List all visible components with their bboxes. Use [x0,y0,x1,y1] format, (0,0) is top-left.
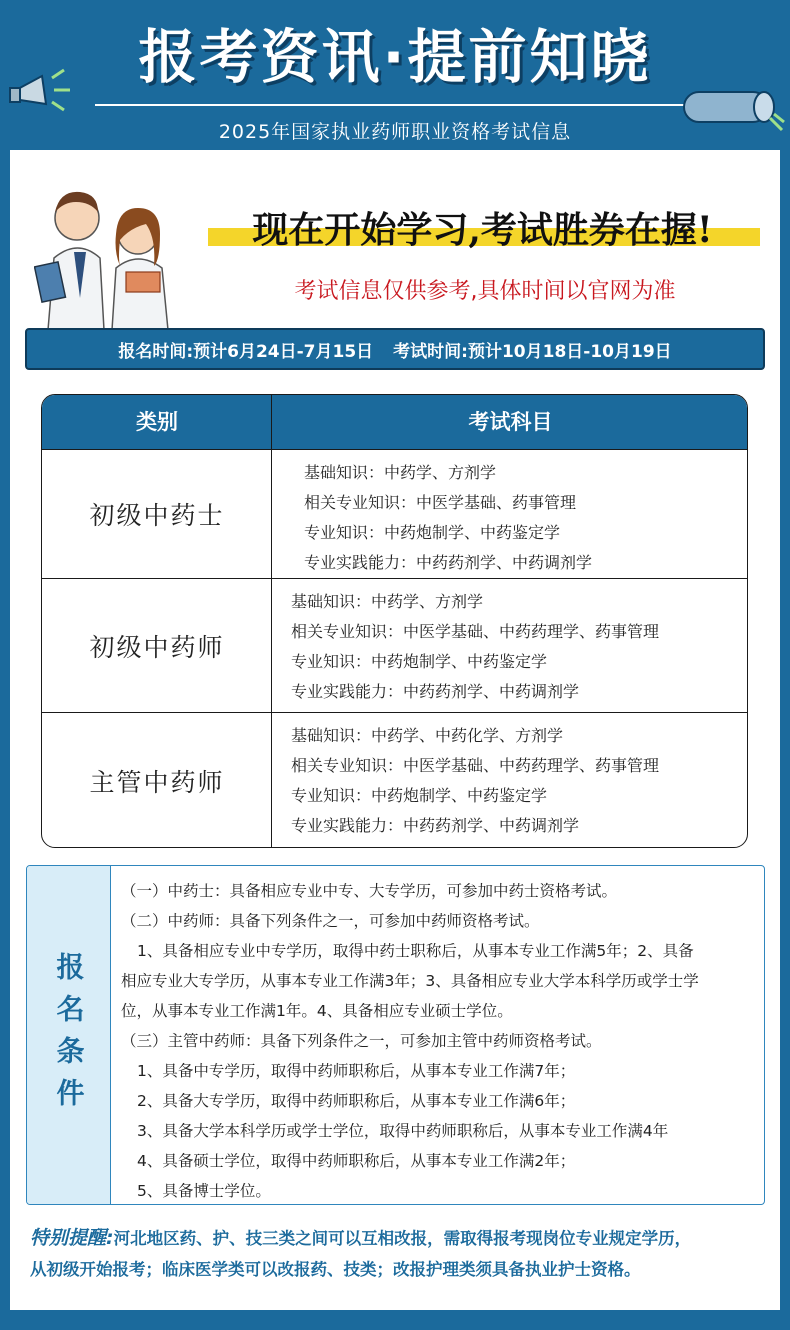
table-row [42,578,748,712]
subject-item: 基础知识：中药学、方剂学 [304,463,497,482]
subject-item: 相关专业知识：中医学基础、药事管理 [304,493,577,512]
doctors-illustration [34,168,184,330]
subject-item: 相关专业知识：中医学基础、中药药理学、药事管理 [291,622,660,641]
requirement-line: 5、具备博士学位。 [137,1182,271,1200]
requirement-line: （一）中药士：具备相应专业中专、大专学历，可参加中药士资格考试。 [121,882,618,900]
column-header-category: 类别 [136,410,178,434]
table-header [42,395,748,449]
slogan-text: 现在开始学习,考试胜券在握! [252,209,713,251]
requirement-line: （三）主管中药师：具备下列条件之一，可参加主管中药师资格考试。 [121,1032,602,1050]
special-reminder [30,1223,775,1285]
exam-time: 考试时间:预计10月18日-10月19日 [393,341,672,362]
subject-item: 专业实践能力：中药药剂学、中药调剂学 [291,816,580,835]
scroll-icon [676,78,786,133]
subject-item: 专业知识：中药炮制学、中药鉴定学 [291,786,548,805]
requirement-line: 位，从事本专业工作满1年。4、具备相应专业硕士学位。 [121,1002,513,1020]
header-banner [0,0,790,150]
requirement-line: 1、具备中专学历，取得中药师职称后，从事本专业工作满7年； [137,1062,576,1080]
table-row [42,449,748,578]
subject-item: 专业知识：中药炮制学、中药鉴定学 [304,523,561,542]
subject-item: 专业知识：中药炮制学、中药鉴定学 [291,652,548,671]
requirements-text [121,876,763,1205]
requirement-line: 相应专业大专学历，从事本专业工作满3年；3、具备相应专业大学本科学历或学士学 [121,972,699,990]
column-header-subjects: 考试科目 [468,410,553,434]
requirement-line: （二）中药师：具备下列条件之一，可参加中药师资格考试。 [121,912,540,930]
table-row [42,712,748,848]
registration-requirements [26,865,765,1205]
requirement-line: 1、具备相应专业中专学历，取得中药士职称后，从事本专业工作满5年；2、具备 [137,942,694,960]
slogan-banner [200,200,765,254]
row-subjects [291,587,659,707]
page-title: 报考资讯·提前知晓 [138,23,652,91]
time-info-bar [25,328,765,370]
special-reminder-line-1: 河北地区药、护、技三类之间可以互相改报，需取得报考现岗位专业规定学历， [113,1229,692,1248]
subject-item: 专业实践能力：中药药剂学、中药调剂学 [291,682,580,701]
page-subtitle: 2025年国家执业药师职业资格考试信息 [218,121,572,143]
special-reminder-line-2: 从初级开始报考；临床医学类可以改报药、技类；改报护理类须具备执业护士资格。 [30,1260,641,1279]
requirements-label: 报名条件 [52,952,86,1120]
row-subjects [291,721,659,841]
subject-item: 专业实践能力：中药药剂学、中药调剂学 [304,553,593,572]
requirements-label-panel [27,866,111,1205]
header-divider [95,104,695,106]
subject-item: 基础知识：中药学、方剂学 [291,592,484,611]
exam-subjects-table [41,394,748,848]
subject-item: 相关专业知识：中医学基础、中药药理学、药事管理 [291,756,660,775]
row-category: 主管中药师 [89,768,225,797]
disclaimer-notice: 考试信息仅供参考,具体时间以官网为准 [294,279,676,304]
requirement-line: 2、具备大专学历，取得中药师职称后，从事本专业工作满6年； [137,1092,576,1110]
row-category: 初级中药师 [89,632,225,662]
requirement-line: 4、具备硕士学位，取得中药师职称后，从事本专业工作满2年； [137,1152,576,1170]
subject-item: 基础知识：中药学、中药化学、方剂学 [291,726,564,745]
special-reminder-label: 特别提醒: [30,1227,114,1249]
requirement-line: 3、具备大学本科学历或学士学位，取得中药师职称后，从事本专业工作满4年 [137,1122,669,1140]
row-subjects [304,458,592,578]
row-category: 初级中药士 [89,501,225,530]
registration-time: 报名时间:预计6月24日-7月15日 [118,341,374,362]
